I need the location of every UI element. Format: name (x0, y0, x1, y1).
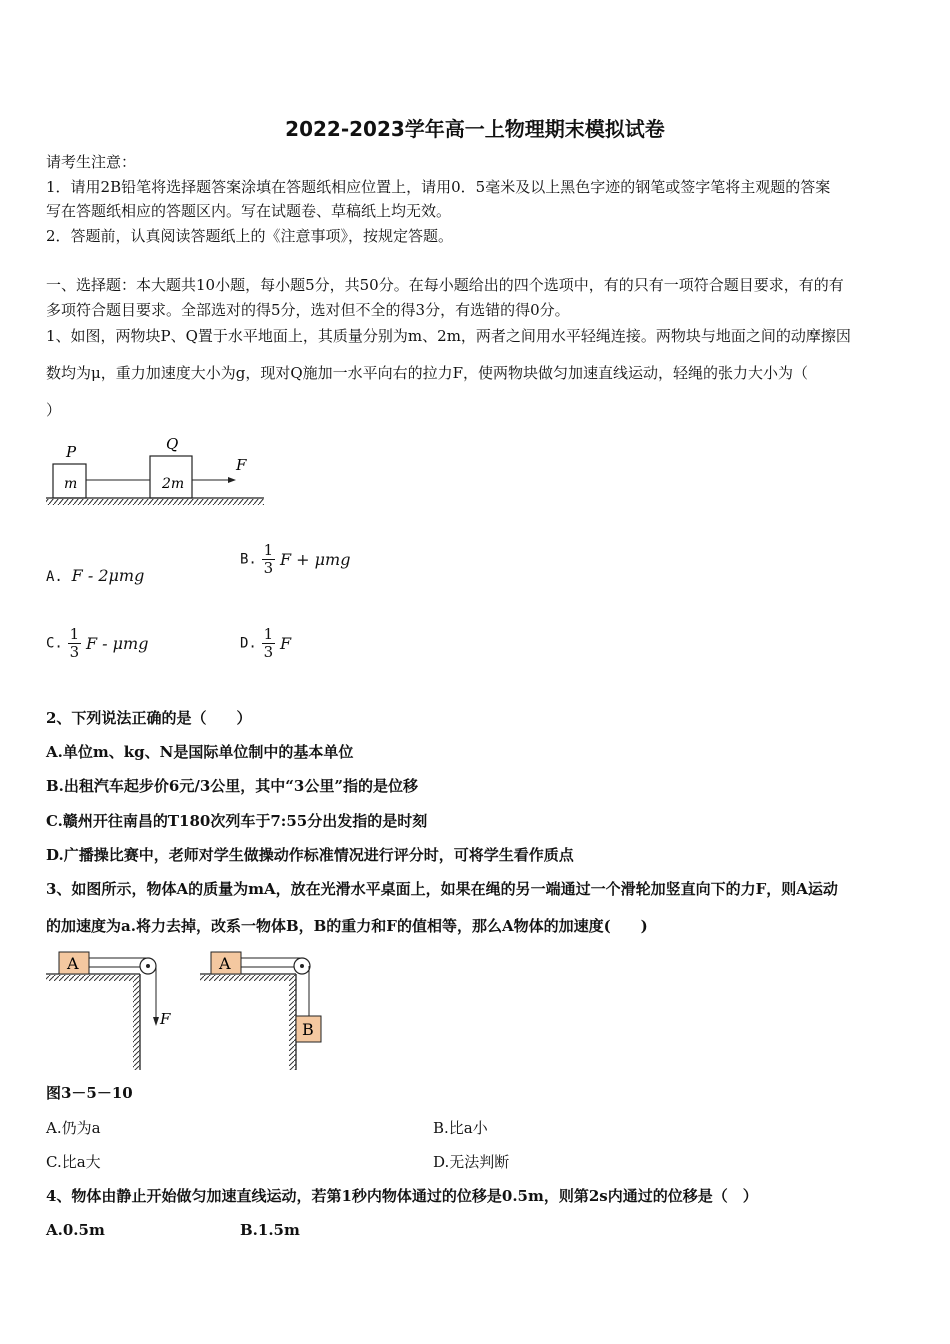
option-label: D. (240, 635, 257, 652)
option-expr: F + μmg (279, 550, 351, 569)
q4-option-a[interactable]: A.0.5m (46, 1221, 105, 1239)
label-f: F (160, 1010, 171, 1028)
label-p: P (66, 443, 77, 461)
q1-line-2: 数均为μ，重力加速度大小为g，现对Q施加一水平向右的拉力F，使两物块做匀加速直线运动，轻绳的张力大小为（ (46, 364, 809, 382)
option-expr: F - 2μmg (71, 566, 145, 585)
q2-option-b[interactable]: B.出租汽车起步价6元/3公里，其中“3公里”指的是位移 (46, 777, 418, 795)
denominator: 3 (69, 643, 80, 661)
option-label: A. (46, 569, 63, 585)
q3-option-c[interactable]: C.比a大 (46, 1153, 101, 1171)
q3-line-2: 的加速度为a.将力去掉，改系一物体B，B的重力和F的值相等，那么A物体的加速度( ) (46, 917, 648, 935)
section-line-1: 一、选择题：本大题共10小题，每小题5分，共50分。在每小题给出的四个选项中，有的只有一项符合题目要求，有的有 (46, 276, 844, 294)
q1-option-b[interactable] (240, 542, 350, 577)
fraction (262, 542, 276, 577)
label-m: m (64, 476, 78, 492)
denominator: 3 (263, 559, 274, 577)
q2-option-d[interactable]: D.广播操比赛中，老师对学生做操动作标准情况进行评分时，可将学生看作质点 (46, 846, 574, 864)
option-expr: F - μmg (85, 634, 149, 653)
q2-stem: 2、下列说法正确的是（ ） (46, 709, 252, 727)
q3-pulley-figure (44, 946, 334, 1074)
label-q: Q (166, 435, 179, 453)
section-line-2: 多项符合题目要求。全部选对的得5分，选对但不全的得3分，有选错的得0分。 (46, 301, 570, 319)
label-b: B (302, 1020, 314, 1039)
arrow-down-icon (153, 1017, 159, 1026)
notice-line-1b: 写在答题纸相应的答题区内。写在试题卷、草稿纸上均无效。 (46, 202, 452, 220)
q2-option-c[interactable]: C.赣州开往南昌的T180次列车于7:55分出发指的是时刻 (46, 812, 428, 830)
q4-stem: 4、物体由静止开始做匀加速直线运动，若第1秒内物体通过的位移是0.5m，则第2s内通过的位移是（ ） (46, 1187, 758, 1205)
q1-blocks-figure (44, 432, 266, 510)
q1-option-a[interactable] (46, 566, 144, 585)
q3-option-d[interactable]: D.无法判断 (433, 1153, 510, 1171)
fraction (262, 626, 276, 661)
numerator: 1 (263, 541, 274, 559)
option-expr: F (279, 634, 292, 653)
label-a-left: A (67, 954, 79, 973)
q3-line-1: 3、如图所示，物体A的质量为mA，放在光滑水平桌面上，如果在绳的另一端通过一个滑轮加竖直向下的力F，则A运动 (46, 880, 838, 898)
numerator: 1 (69, 625, 80, 643)
option-label: C. (46, 635, 63, 652)
q1-option-c[interactable] (46, 626, 148, 661)
arrow-right-icon (228, 477, 236, 483)
q3-option-b[interactable]: B.比a小 (433, 1119, 488, 1137)
q4-option-b[interactable]: B.1.5m (240, 1221, 300, 1239)
label-2m: 2m (162, 476, 185, 492)
q3-option-a[interactable]: A.仍为a (46, 1119, 101, 1137)
q1-line-1: 1、如图，两物块P、Q置于水平地面上，其质量分别为m、2m，两者之间用水平轻绳连接。两物块与地面之间的动摩擦因 (46, 327, 851, 345)
denominator: 3 (263, 643, 274, 661)
notice-line-2: 2．答题前，认真阅读答题纸上的《注意事项》，按规定答题。 (46, 227, 454, 245)
label-a-right: A (219, 954, 231, 973)
notice-line-1: 1．请用2B铅笔将选择题答案涂填在答题纸相应位置上，请用0．5毫米及以上黑色字迹的钢笔或签字笔将主观题的答案 (46, 178, 831, 196)
q2-option-a[interactable]: A.单位m、kg、N是国际单位制中的基本单位 (46, 743, 354, 761)
option-label: B. (240, 551, 257, 568)
fraction (68, 626, 82, 661)
notice-heading: 请考生注意： (46, 153, 137, 171)
q1-line-3: ） (46, 401, 62, 419)
q1-option-d[interactable] (240, 626, 291, 661)
page-title: 2022-2023学年高一上物理期末模拟试卷 (285, 117, 665, 141)
numerator: 1 (263, 625, 274, 643)
label-f: F (236, 456, 247, 474)
q3-figure-caption: 图3－5－10 (46, 1084, 133, 1102)
